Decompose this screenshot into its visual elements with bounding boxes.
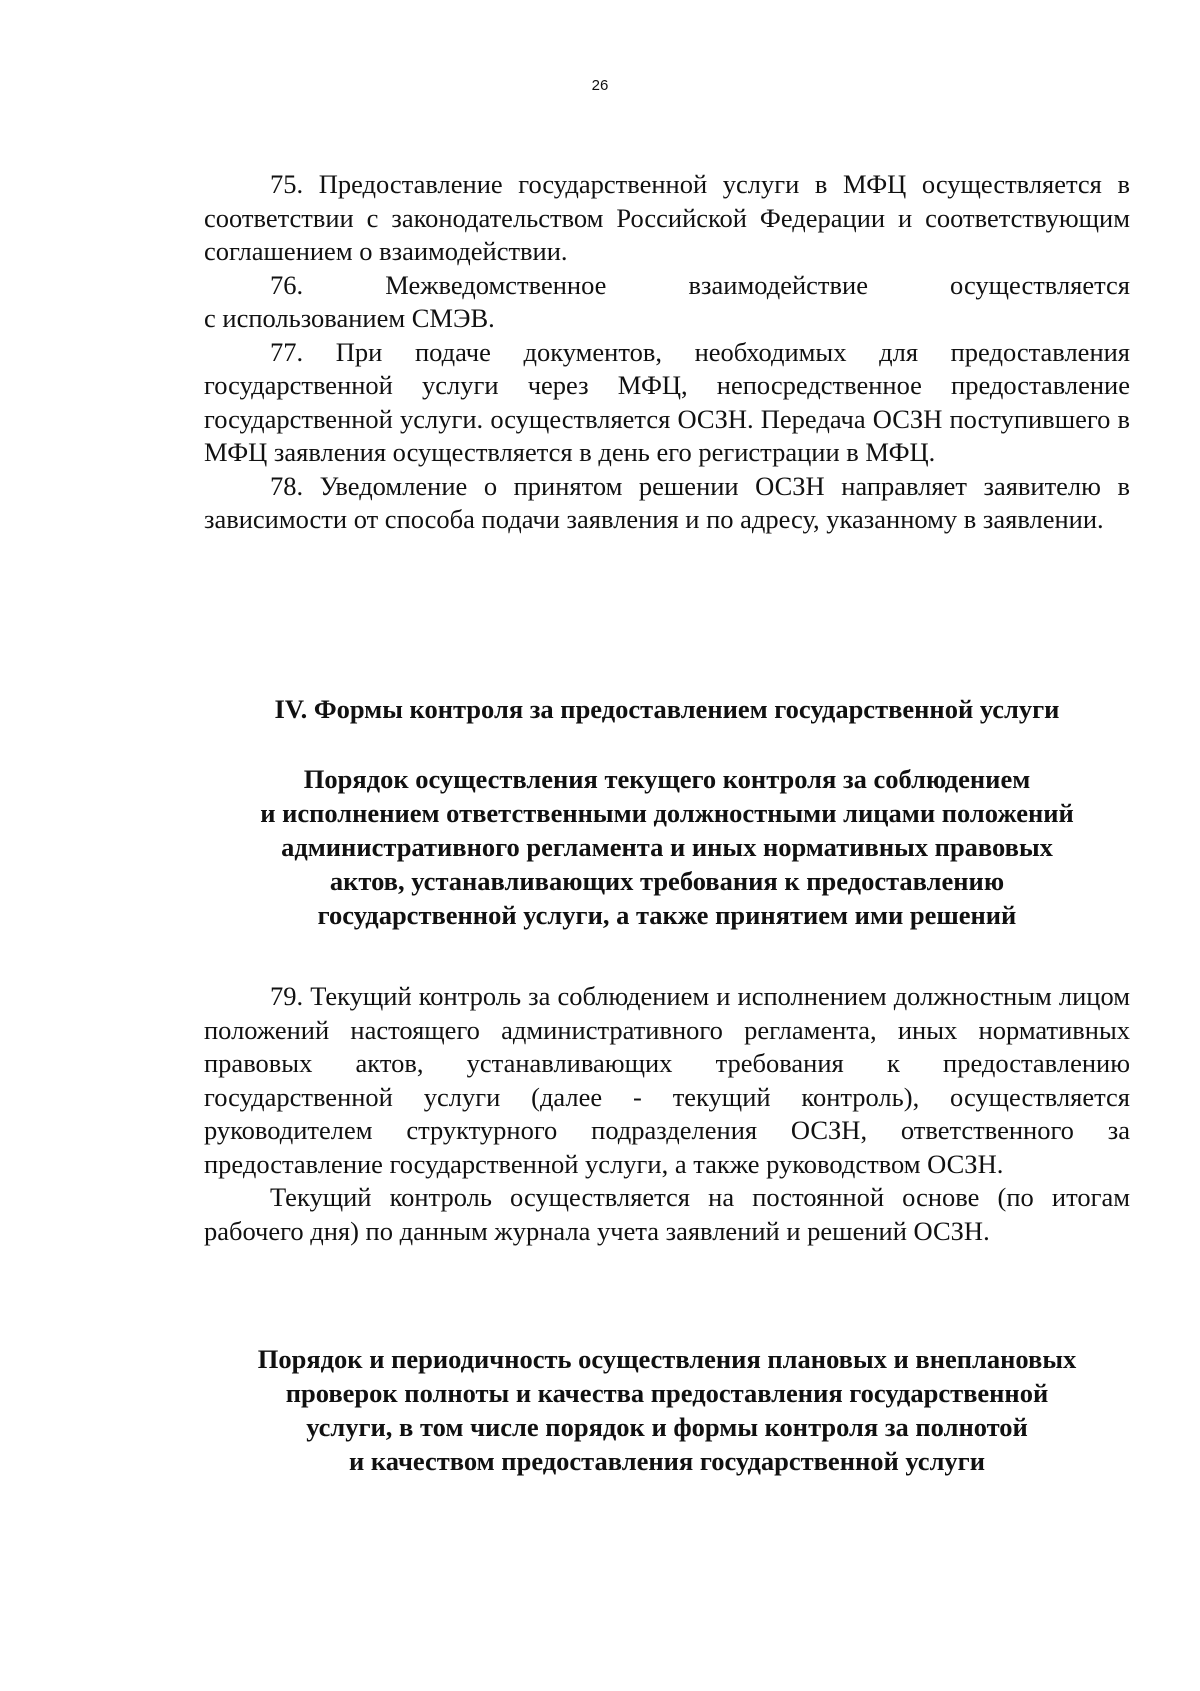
subheading-line: и качеством предоставления государственной услуги: [349, 1446, 985, 1476]
section-heading: IV. Формы контроля за предоставлением государственной услуги: [274, 694, 1060, 724]
subheading-line: Порядок осуществления текущего контроля за соблюдением: [303, 764, 1031, 794]
paragraphs-mid: [204, 980, 1130, 1248]
page-number: 26: [591, 77, 609, 94]
subheading-line: проверок полноты и качества предоставления государственной: [285, 1378, 1049, 1408]
paragraph-79-continuation: Текущий контроль осуществляется на постоянной основе (по итогам рабочего дня) по данным журнала учета заявлений и решений ОСЗН.: [204, 1182, 1130, 1246]
subheading-line: актов, устанавливающих требования к предоставлению: [329, 866, 1005, 896]
paragraphs-top: [204, 168, 1130, 537]
subheading-current-control: [204, 762, 1130, 932]
subheading-line: административного регламента и иных нормативных правовых: [281, 832, 1053, 862]
subheading-inspections: [204, 1342, 1130, 1478]
paragraph-75: 75. Предоставление государственной услуги в МФЦ осуществляется в соответствии с законодательством Российской Федерации и соответствующим соглашением о взаимодействии.: [204, 169, 1130, 266]
subheading-line: государственной услуги, а также принятием ими решений: [317, 900, 1017, 930]
subheading-line: и исполнением ответственными должностными лицами положений: [260, 798, 1074, 828]
paragraph-76: 76. Межведомственное взаимодействие осуществляется: [270, 269, 1130, 300]
subheading-line: услуги, в том числе порядок и формы контроля за полнотой: [306, 1412, 1028, 1442]
paragraph-79: 79. Текущий контроль за соблюдением и исполнением должностным лицом положений настоящего административного регламента, иных нормативных правовых актов, устанавливающих требования к предоставлению государственной услуги (далее - текущий контроль), осуществляется руководителем структурного подразделения ОСЗН, ответственного за предоставление государственной услуги, а также руководством ОСЗН.: [204, 981, 1130, 1179]
paragraph-76-continuation: с использованием СМЭВ.: [204, 303, 495, 333]
paragraph-77: 77. При подаче документов, необходимых для предоставления государственной услуги через МФЦ, непосредственное предоставление государственной услуги. осуществляется ОСЗН. Передача ОСЗН поступившего в МФЦ заявления осуществляется в день его регистрации в МФЦ.: [204, 336, 1130, 467]
paragraph-78: 78. Уведомление о принятом решении ОСЗН направляет заявителю в зависимости от способа подачи заявления и по адресу, указанному в заявлении.: [204, 470, 1130, 534]
subheading-line: Порядок и периодичность осуществления плановых и внеплановых: [257, 1344, 1077, 1374]
